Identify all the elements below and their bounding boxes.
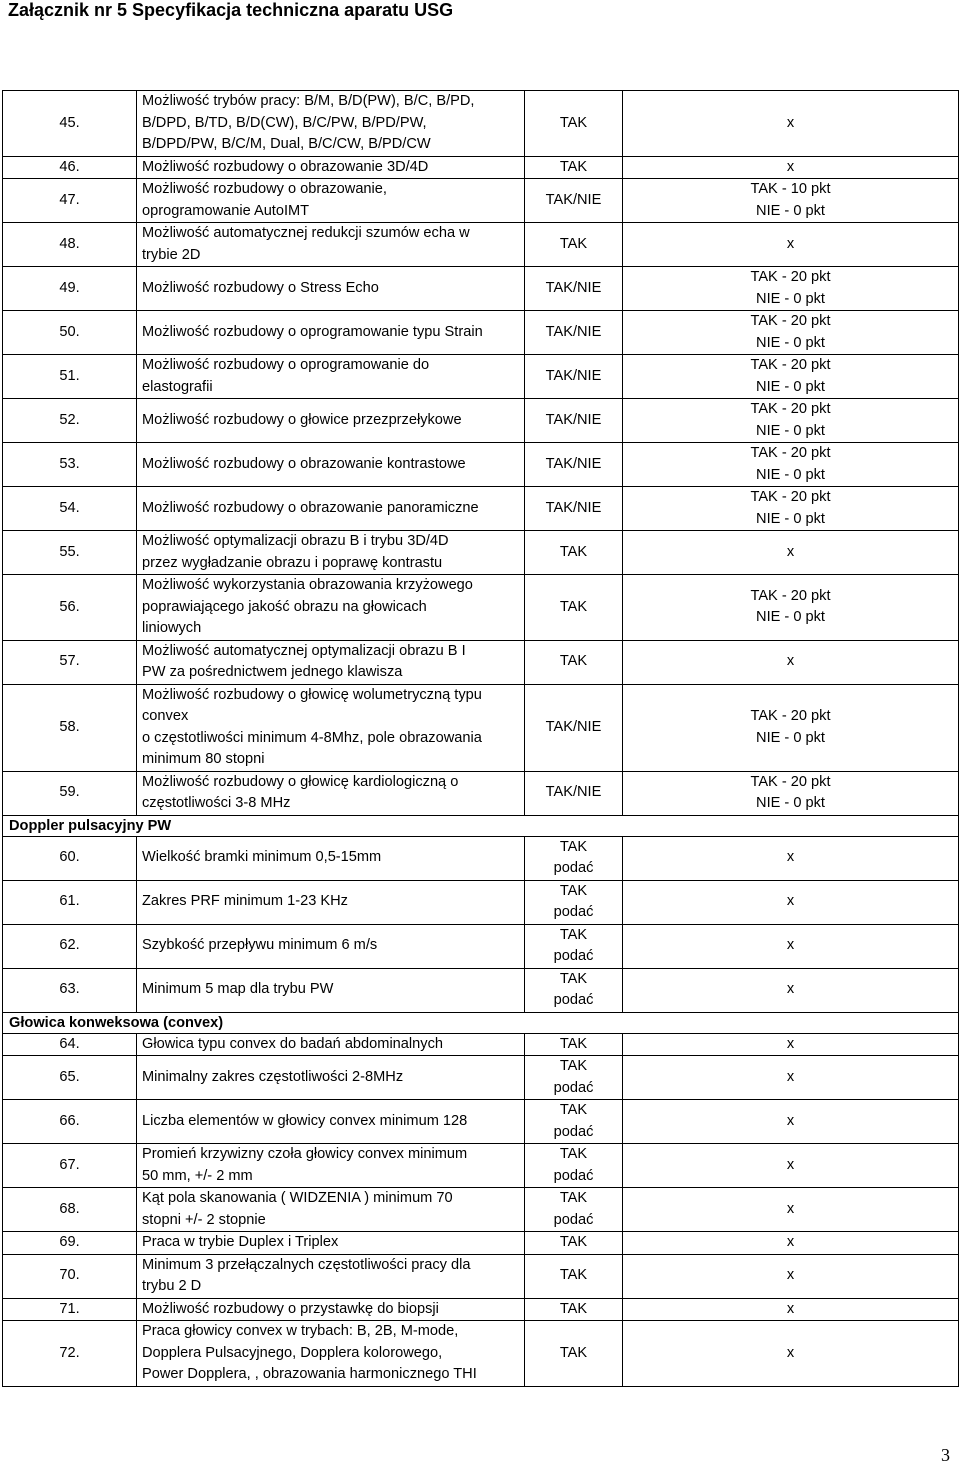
row-number: 50.	[3, 311, 137, 355]
scoring: x	[623, 1188, 959, 1232]
table-row	[3, 311, 959, 355]
scoring: TAK - 10 pkt NIE - 0 pkt	[623, 179, 959, 223]
scoring: TAK - 20 pkt NIE - 0 pkt	[623, 575, 959, 641]
scoring: x	[623, 1056, 959, 1100]
requirement-description: Wielkość bramki minimum 0,5-15mm	[137, 836, 525, 880]
required-value: TAK/NIE	[525, 771, 623, 815]
table-row	[3, 1232, 959, 1255]
scoring: TAK - 20 pkt NIE - 0 pkt	[623, 771, 959, 815]
specification-table	[2, 90, 959, 1387]
table-row	[3, 640, 959, 684]
required-value: TAK	[525, 156, 623, 179]
section-title: Doppler pulsacyjny PW	[3, 815, 959, 836]
scoring: x	[623, 880, 959, 924]
required-value: TAK	[525, 1033, 623, 1056]
row-number: 45.	[3, 91, 137, 157]
required-value: TAK/NIE	[525, 399, 623, 443]
row-number: 46.	[3, 156, 137, 179]
required-value: TAK/NIE	[525, 443, 623, 487]
requirement-description: Możliwość rozbudowy o oprogramowanie do elastografii	[137, 355, 525, 399]
row-number: 61.	[3, 880, 137, 924]
table-row	[3, 179, 959, 223]
row-number: 72.	[3, 1321, 137, 1387]
required-value: TAK podać	[525, 1100, 623, 1144]
scoring: TAK - 20 pkt NIE - 0 pkt	[623, 399, 959, 443]
requirement-description: Praca głowicy convex w trybach: B, 2B, M-mode, Dopplera Pulsacyjnego, Dopplera kolorowego, Power Dopplera, , obrazowania harmonicznego THI	[137, 1321, 525, 1387]
table-row	[3, 880, 959, 924]
table-row	[3, 771, 959, 815]
required-value: TAK/NIE	[525, 267, 623, 311]
row-number: 67.	[3, 1144, 137, 1188]
table-row	[3, 267, 959, 311]
table-row	[3, 1254, 959, 1298]
requirement-description: Możliwość automatycznej optymalizacji obrazu B I PW za pośrednictwem jednego klawisza	[137, 640, 525, 684]
section-header-row	[3, 815, 959, 836]
table-row	[3, 684, 959, 771]
required-value: TAK	[525, 1232, 623, 1255]
scoring: x	[623, 223, 959, 267]
scoring: x	[623, 156, 959, 179]
table-row	[3, 836, 959, 880]
scoring: x	[623, 968, 959, 1012]
scoring: x	[623, 91, 959, 157]
required-value: TAK	[525, 1254, 623, 1298]
table-row	[3, 399, 959, 443]
requirement-description: Możliwość wykorzystania obrazowania krzyżowego poprawiającego jakość obrazu na głowicach liniowych	[137, 575, 525, 641]
requirement-description: Możliwość trybów pracy: B/M, B/D(PW), B/C, B/PD, B/DPD, B/TD, B/D(CW), B/C/PW, B/PD/PW, B/DPD/PW, B/C/M, Dual, B/C/CW, B/PD/CW	[137, 91, 525, 157]
document-title: Załącznik nr 5 Specyfikacja techniczna aparatu USG	[8, 0, 454, 20]
row-number: 47.	[3, 179, 137, 223]
required-value: TAK podać	[525, 1144, 623, 1188]
requirement-description: Kąt pola skanowania ( WIDZENIA ) minimum 70 stopni +/- 2 stopnie	[137, 1188, 525, 1232]
row-number: 65.	[3, 1056, 137, 1100]
table-row	[3, 575, 959, 641]
page-number: 3	[941, 1445, 950, 1465]
scoring: x	[623, 640, 959, 684]
required-value: TAK/NIE	[525, 487, 623, 531]
required-value: TAK	[525, 91, 623, 157]
table-row	[3, 1100, 959, 1144]
requirement-description: Możliwość optymalizacji obrazu B i trybu 3D/4D przez wygładzanie obrazu i poprawę kontrastu	[137, 531, 525, 575]
row-number: 62.	[3, 924, 137, 968]
row-number: 52.	[3, 399, 137, 443]
table-row	[3, 355, 959, 399]
specification-table-body	[3, 91, 959, 1387]
scoring: x	[623, 1232, 959, 1255]
table-row	[3, 1298, 959, 1321]
required-value: TAK	[525, 1321, 623, 1387]
requirement-description: Możliwość rozbudowy o przystawkę do biopsji	[137, 1298, 525, 1321]
row-number: 69.	[3, 1232, 137, 1255]
requirement-description: Możliwość rozbudowy o obrazowanie 3D/4D	[137, 156, 525, 179]
required-value: TAK podać	[525, 924, 623, 968]
requirement-description: Minimum 5 map dla trybu PW	[137, 968, 525, 1012]
required-value: TAK podać	[525, 1188, 623, 1232]
scoring: x	[623, 1254, 959, 1298]
requirement-description: Głowica typu convex do badań abdominalnych	[137, 1033, 525, 1056]
row-number: 63.	[3, 968, 137, 1012]
table-row	[3, 156, 959, 179]
table-row	[3, 1033, 959, 1056]
table-row	[3, 443, 959, 487]
row-number: 51.	[3, 355, 137, 399]
requirement-description: Możliwość rozbudowy o głowicę kardiologiczną o częstotliwości 3-8 MHz	[137, 771, 525, 815]
scoring: TAK - 20 pkt NIE - 0 pkt	[623, 684, 959, 771]
requirement-description: Możliwość rozbudowy o obrazowanie kontrastowe	[137, 443, 525, 487]
required-value: TAK/NIE	[525, 179, 623, 223]
requirement-description: Minimum 3 przełączalnych częstotliwości pracy dla trybu 2 D	[137, 1254, 525, 1298]
requirement-description: Możliwość rozbudowy o oprogramowanie typu Strain	[137, 311, 525, 355]
required-value: TAK/NIE	[525, 355, 623, 399]
section-title: Głowica konweksowa (convex)	[3, 1012, 959, 1033]
required-value: TAK podać	[525, 836, 623, 880]
row-number: 57.	[3, 640, 137, 684]
requirement-description: Możliwość automatycznej redukcji szumów echa w trybie 2D	[137, 223, 525, 267]
table-row	[3, 1321, 959, 1387]
required-value: TAK	[525, 223, 623, 267]
required-value: TAK	[525, 575, 623, 641]
required-value: TAK	[525, 531, 623, 575]
scoring: x	[623, 531, 959, 575]
requirement-description: Zakres PRF minimum 1-23 KHz	[137, 880, 525, 924]
scoring: TAK - 20 pkt NIE - 0 pkt	[623, 443, 959, 487]
scoring: x	[623, 836, 959, 880]
scoring: TAK - 20 pkt NIE - 0 pkt	[623, 355, 959, 399]
requirement-description: Możliwość rozbudowy o głowicę wolumetryczną typu convex o częstotliwości minimum 4-8Mhz, pole obrazowania minimum 80 stopni	[137, 684, 525, 771]
requirement-description: Możliwość rozbudowy o głowice przezprzełykowe	[137, 399, 525, 443]
table-row	[3, 968, 959, 1012]
row-number: 71.	[3, 1298, 137, 1321]
row-number: 58.	[3, 684, 137, 771]
row-number: 54.	[3, 487, 137, 531]
requirement-description: Minimalny zakres częstotliwości 2-8MHz	[137, 1056, 525, 1100]
scoring: TAK - 20 pkt NIE - 0 pkt	[623, 311, 959, 355]
table-row	[3, 1056, 959, 1100]
table-row	[3, 1144, 959, 1188]
scoring: x	[623, 1033, 959, 1056]
row-number: 59.	[3, 771, 137, 815]
row-number: 53.	[3, 443, 137, 487]
row-number: 48.	[3, 223, 137, 267]
row-number: 60.	[3, 836, 137, 880]
requirement-description: Praca w trybie Duplex i Triplex	[137, 1232, 525, 1255]
table-row	[3, 531, 959, 575]
requirement-description: Szybkość przepływu minimum 6 m/s	[137, 924, 525, 968]
row-number: 70.	[3, 1254, 137, 1298]
requirement-description: Możliwość rozbudowy o obrazowanie panoramiczne	[137, 487, 525, 531]
table-row	[3, 223, 959, 267]
required-value: TAK podać	[525, 1056, 623, 1100]
row-number: 66.	[3, 1100, 137, 1144]
requirement-description: Promień krzywizny czoła głowicy convex minimum 50 mm, +/- 2 mm	[137, 1144, 525, 1188]
requirement-description: Liczba elementów w głowicy convex minimum 128	[137, 1100, 525, 1144]
section-header-row	[3, 1012, 959, 1033]
scoring: x	[623, 1321, 959, 1387]
scoring: TAK - 20 pkt NIE - 0 pkt	[623, 487, 959, 531]
table-row	[3, 924, 959, 968]
scoring: x	[623, 1100, 959, 1144]
required-value: TAK podać	[525, 968, 623, 1012]
required-value: TAK	[525, 640, 623, 684]
row-number: 55.	[3, 531, 137, 575]
required-value: TAK/NIE	[525, 311, 623, 355]
scoring: TAK - 20 pkt NIE - 0 pkt	[623, 267, 959, 311]
row-number: 49.	[3, 267, 137, 311]
scoring: x	[623, 1144, 959, 1188]
scoring: x	[623, 1298, 959, 1321]
table-row	[3, 487, 959, 531]
required-value: TAK/NIE	[525, 684, 623, 771]
required-value: TAK	[525, 1298, 623, 1321]
requirement-description: Możliwość rozbudowy o obrazowanie, oprogramowanie AutoIMT	[137, 179, 525, 223]
requirement-description: Możliwość rozbudowy o Stress Echo	[137, 267, 525, 311]
row-number: 56.	[3, 575, 137, 641]
required-value: TAK podać	[525, 880, 623, 924]
row-number: 68.	[3, 1188, 137, 1232]
row-number: 64.	[3, 1033, 137, 1056]
table-row	[3, 91, 959, 157]
table-row	[3, 1188, 959, 1232]
scoring: x	[623, 924, 959, 968]
